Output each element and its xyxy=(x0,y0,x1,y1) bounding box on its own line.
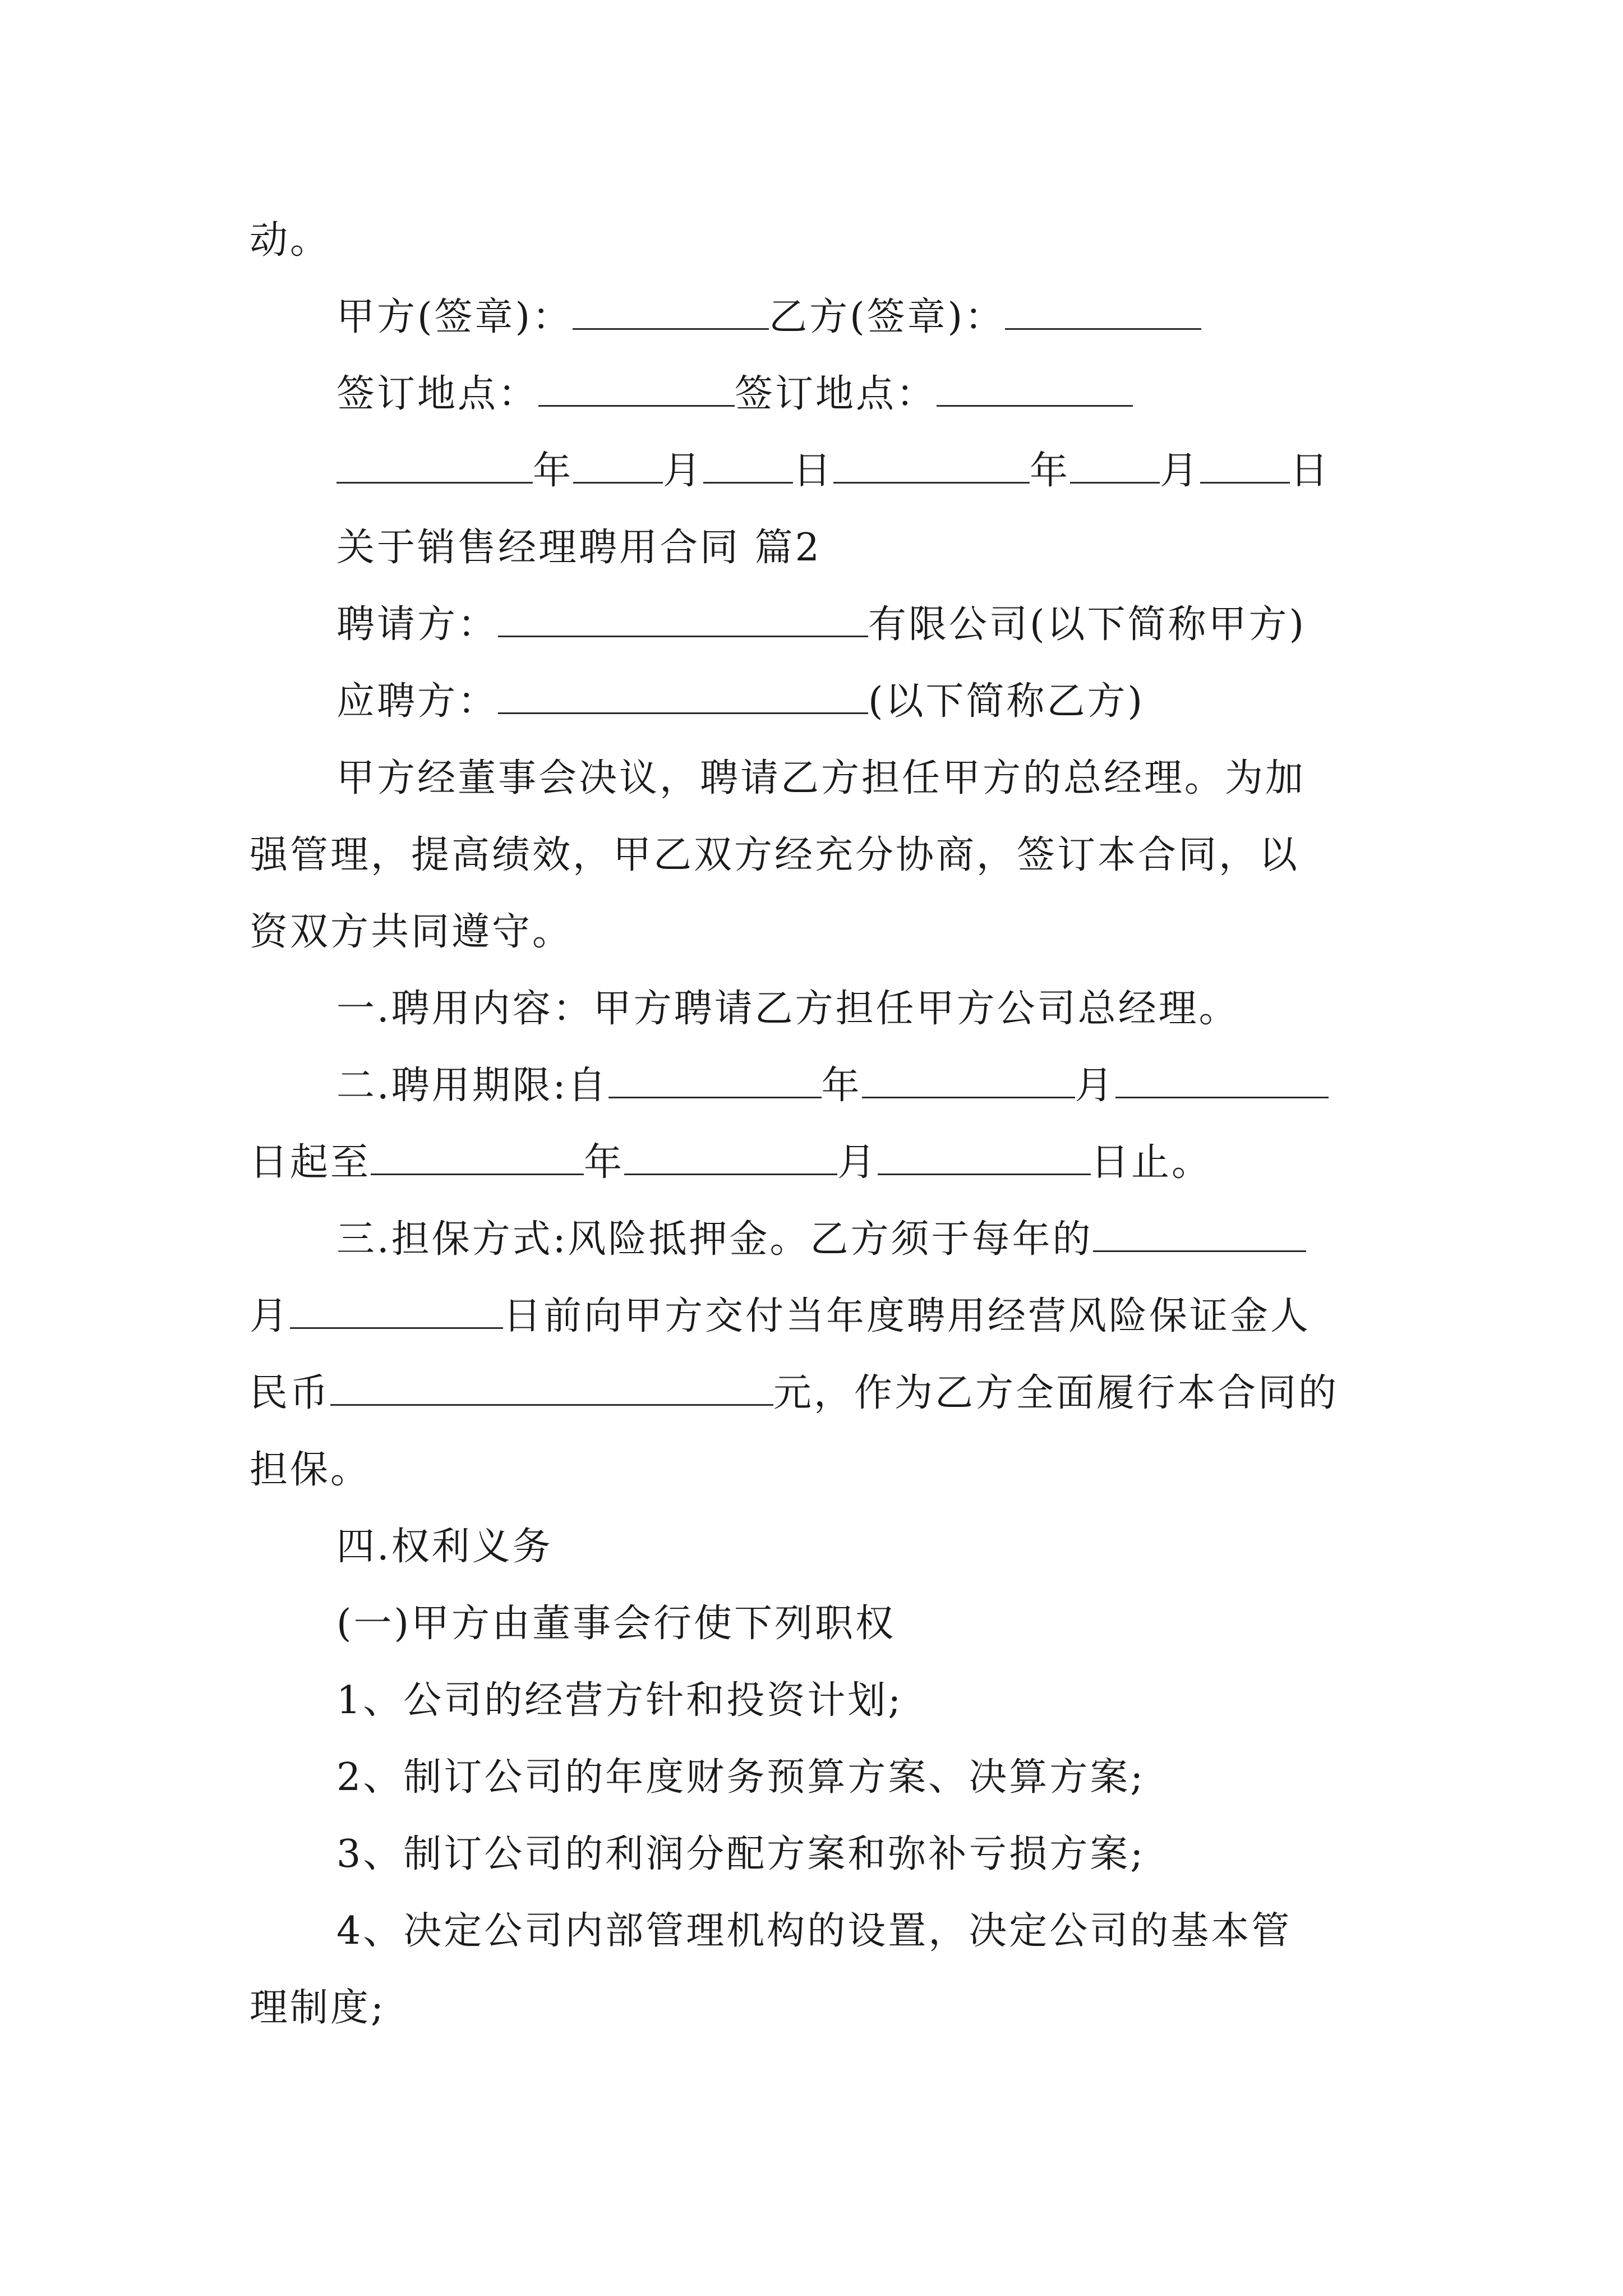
term-blank xyxy=(371,1137,584,1175)
intro-line xyxy=(250,740,1388,817)
party-b-sign-label: 乙方(签章)： xyxy=(769,295,1006,339)
list-item-text: 1、公司的经营方针和投资计划; xyxy=(336,1678,903,1723)
clause-2-label: 二.聘用期限:自 xyxy=(336,1064,608,1108)
list-item-cont xyxy=(250,1970,1388,2046)
clause-1-text: 一.聘用内容：甲方聘请乙方担任甲方公司总经理。 xyxy=(336,987,1239,1031)
employee-label: 应聘方： xyxy=(336,679,499,724)
date-blank xyxy=(1070,445,1160,484)
clause-4-title-text: 四.权利义务 xyxy=(336,1525,553,1569)
date-line xyxy=(250,432,1388,509)
intro-text: 资双方共同遵守。 xyxy=(250,910,573,954)
term-blank xyxy=(862,1060,1075,1098)
employee-line xyxy=(250,663,1388,740)
rmb-label: 民币 xyxy=(250,1371,331,1415)
term-blank xyxy=(878,1137,1091,1175)
signature-blank xyxy=(573,291,769,330)
intro-text: 强管理，提高绩效，甲乙双方经充分协商，签订本合同，以 xyxy=(250,833,1300,877)
end-label: 日止。 xyxy=(1091,1140,1212,1185)
document-body xyxy=(250,202,1388,2046)
clause-3 xyxy=(250,1201,1388,1278)
party-a-sign-label: 甲方(签章)： xyxy=(336,295,573,339)
list-item-text: 4、决定公司内部管理机构的设置，决定公司的基本管 xyxy=(336,1909,1292,1953)
day-start-label: 日起至 xyxy=(250,1140,371,1185)
clause-3-cont xyxy=(250,1278,1388,1355)
list-item xyxy=(250,1893,1388,1970)
signature-line xyxy=(250,279,1388,356)
date-blank xyxy=(336,445,533,484)
clause-3-cont xyxy=(250,1355,1388,1432)
month-label: 月 xyxy=(1160,449,1201,493)
list-item-text: 理制度; xyxy=(250,1986,386,2030)
employee-suffix: (以下简称乙方) xyxy=(868,679,1145,724)
clause-3-mid: 日前向甲方交付当年度聘用经营风险保证金人 xyxy=(503,1294,1311,1338)
term-blank xyxy=(624,1137,837,1175)
clause-4-title xyxy=(250,1508,1388,1585)
list-item xyxy=(250,1816,1388,1893)
employer-suffix: 有限公司(以下简称甲方) xyxy=(868,602,1307,647)
term-blank xyxy=(1115,1060,1329,1098)
place-blank xyxy=(538,368,735,407)
clause-2-cont xyxy=(250,1124,1388,1201)
clause-3-cont xyxy=(250,1432,1388,1508)
term-blank xyxy=(608,1060,822,1098)
date-blank xyxy=(833,445,1030,484)
guarantee-blank xyxy=(1093,1213,1306,1252)
intro-line xyxy=(250,894,1388,970)
employer-line xyxy=(250,586,1388,663)
employee-blank xyxy=(498,675,868,714)
clause-1 xyxy=(250,970,1388,1047)
intro-text: 甲方经董事会决议，聘请乙方担任甲方的总经理。为加 xyxy=(336,756,1306,800)
clause-3-rest: 元，作为乙方全面履行本合同的 xyxy=(773,1371,1339,1415)
year-label: 年 xyxy=(821,1064,862,1108)
signature-blank xyxy=(1005,291,1201,330)
place-b-label: 签订地点： xyxy=(735,372,937,416)
month-label: 月 xyxy=(1075,1064,1115,1108)
year-label: 年 xyxy=(1030,449,1071,493)
intro-line xyxy=(250,817,1388,894)
day-label: 日 xyxy=(1290,449,1331,493)
list-item-text: 2、制订公司的年度财务预算方案、决算方案; xyxy=(336,1755,1146,1800)
section-title-text: 关于销售经理聘用合同 篇2 xyxy=(336,526,822,570)
clause-3-end: 担保。 xyxy=(250,1448,371,1492)
sub-1-title-text: (一)甲方由董事会行使下列职权 xyxy=(336,1602,896,1646)
employer-blank xyxy=(498,599,868,637)
date-blank xyxy=(703,445,793,484)
sub-1-title xyxy=(250,1585,1388,1662)
employer-label: 聘请方： xyxy=(336,602,499,647)
list-item xyxy=(250,1662,1388,1739)
day-label: 日 xyxy=(793,449,834,493)
year-label: 年 xyxy=(533,449,574,493)
section-title xyxy=(250,509,1388,586)
clause-2 xyxy=(250,1047,1388,1124)
list-item xyxy=(250,1739,1388,1816)
date-blank xyxy=(573,445,663,484)
date-blank xyxy=(1200,445,1290,484)
year-label: 年 xyxy=(584,1140,625,1185)
amount-blank xyxy=(330,1367,773,1406)
clause-3-label: 三.担保方式:风险抵押金。乙方须于每年的 xyxy=(336,1217,1093,1262)
list-item-text: 3、制订公司的利润分配方案和弥补亏损方案; xyxy=(336,1832,1146,1876)
month-label: 月 xyxy=(250,1294,291,1338)
month-label: 月 xyxy=(663,449,704,493)
text-line xyxy=(250,202,1388,279)
place-a-label: 签订地点： xyxy=(336,372,539,416)
month-label: 月 xyxy=(837,1140,878,1185)
place-blank xyxy=(937,368,1133,407)
line-continuation: 动。 xyxy=(250,218,331,263)
place-line xyxy=(250,356,1388,432)
guarantee-blank xyxy=(290,1290,503,1329)
